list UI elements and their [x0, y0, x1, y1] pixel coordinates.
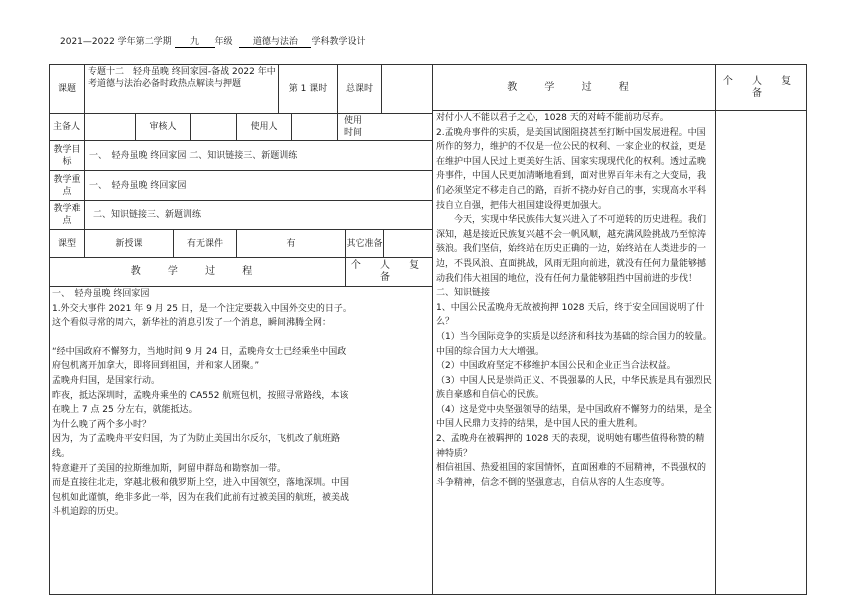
right-paragraph: （1）当今国际竞争的实质是以经济和科技为基础的综合国力的较量。中国的综合国力大大增强。	[436, 331, 712, 357]
courseware-label: 有无课件	[186, 238, 223, 249]
use-time-label: 使用时间	[343, 116, 362, 138]
total-hours-value	[382, 65, 432, 113]
right-paragraph: 相信祖国、热爱祖国的家国情怀，直面困难的不屈精神，不畏强权的斗争精神，信念不倒的坚强意志，自信从容的人生态度等。	[436, 463, 707, 488]
process-header: 教 学 过 程	[130, 266, 265, 277]
left-body	[52, 287, 354, 593]
other-prep-label: 其它准备	[346, 238, 383, 249]
left-paragraph: 为什么晚了两个多小时？	[52, 419, 152, 430]
right-paragraph: 2、孟晚舟在被羁押的 1028 天的表现，说明她有哪些值得称赞的精神特质？	[436, 434, 705, 459]
right-body	[436, 111, 712, 593]
other-prep-value	[384, 230, 432, 257]
topic-label: 课题	[57, 84, 76, 94]
difficulty-label: 教学难点	[53, 204, 81, 226]
left-paragraph: 而是直接往北走，穿越北极和俄罗斯上空，进入中国领空，落地深圳。中国包机如此谨慎，绝非多此一举，因为在我们此前有过被美国的航班，被美战斗机追踪的历史。	[52, 478, 350, 518]
use-time-value	[367, 114, 432, 140]
left-paragraph: 昨夜，抵达深圳时，孟晚舟乘坐的 CA552 航班包机，按照寻常路线，本该在晚上 7 点 25 分左右，就能抵达。	[52, 390, 349, 416]
key-label: 教学重点	[53, 174, 81, 197]
grade-label: 年级	[214, 37, 233, 47]
left-paragraph: 特意避开了美国的拉斯维加斯，阿留申群岛和勘察加一带。	[52, 463, 287, 474]
topic-value: 专题十二 轻舟虽晚 终回家园-备战 2022 年中考道德与法治必备时政热点解读与押题	[88, 67, 276, 89]
reviewer-value	[191, 114, 236, 140]
right-paragraph: 2.孟晚舟事件的实质，是美国试图阻挠甚至打断中国发展进程。中国所作的努力，维护的不仅是一位公民的权利、一家企业的权益，更是在维护中国人民过上更美好生活、国家实现现代化的权利。透过孟晚舟事件，中国人民更加清晰地看到，面对世界百年未有之大变局，我们必须坚定不移走自己的路，百折不挠办好自己的事，实现高水平科技自立自强，把伟大祖国建设得更加强大。	[436, 127, 707, 211]
lesson-count: 第 1 课时	[288, 84, 328, 94]
lesson-type-value: 新授课	[115, 238, 143, 249]
lesson-type-label: 课型	[57, 238, 76, 249]
right-paragraph: （4）这是党中央坚强领导的结果，是中国政府不懈努力的结果，是全中国人民鼎力支持的结果，是中国人民的重大胜利。	[436, 404, 712, 430]
grade-value: 九	[175, 34, 215, 48]
key-value: 一、 轻舟虽晚 终回家园	[89, 180, 187, 191]
left-paragraph: 1.外交大事件 2021 年 9 月 25 日，是一个注定要载入中国外交史的日子。这个看似寻常的周六，新华社的消息引发了一个消息，瞬间沸腾全网：	[52, 303, 352, 329]
reviewer-label: 审核人	[149, 122, 177, 132]
document-header	[60, 34, 365, 48]
right-paragraph: 1、中国公民孟晚舟无故被拘押 1028 天后，终于安全回国说明了什么？	[436, 302, 705, 328]
right-paragraph: （2）中国政府坚定不移维护本国公民和企业正当合法权益。	[436, 361, 676, 372]
total-hours-label: 总课时	[345, 84, 373, 94]
main-preparer-value	[85, 114, 135, 140]
term-text: 2021—2022 学年第二学期	[60, 37, 172, 47]
right-paragraph: 对付小人不能以君子之心，1028 天的对峙不能前功尽弃。	[436, 113, 669, 123]
right-paragraph: 今天，实现中华民族伟大复兴进入了不可逆转的历史进程。我们深知，越是接近民族复兴越不会一帆风顺，越充满风险挑战乃至惊涛骇浪。我们坚信，始终站在历史正确的一边，始终站在人类进步的一边，不畏风浪、直面挑战，风雨无阻向前进，就没有任何力量能够撼动我们伟大祖国的地位，没有任何力量能够阻挡中国前进的步伐！	[436, 215, 707, 284]
right-personal-review-header: 个 人 复 备	[722, 75, 800, 99]
header-suffix: 学科教学设计	[311, 37, 366, 47]
personal-review-header: 个 人 复 备	[350, 260, 428, 283]
difficulty-value: 二、知识链接三、新题训练	[93, 210, 202, 220]
left-paragraph: “经中国政府不懈努力，当地时间 9 月 24 日，孟晚舟女士已经乘坐中国政府包机离开加拿大，即将回到祖国，并和家人团聚。”	[52, 346, 347, 372]
right-paragraph: （3）中国人民是崇尚正义、不畏强暴的人民，中华民族是具有强烈民族自豪感和自信心的民族。	[436, 375, 712, 401]
user-label: 使用人	[250, 122, 278, 132]
user-value	[292, 114, 337, 140]
right-paragraph: 二、知识链接	[436, 288, 491, 299]
subject-value: 道德与法治	[239, 34, 311, 48]
right-process-header: 教 学 过 程	[507, 81, 641, 93]
courseware-value: 有	[286, 238, 296, 249]
goal-label: 教学目标	[53, 144, 81, 167]
main-preparer-label: 主备人	[53, 122, 81, 132]
goal-value: 一、 轻舟虽晚 终回家园 二、知识链接三、新题训练	[89, 150, 298, 161]
left-paragraph: 一、 轻舟虽晚 终回家园	[52, 289, 150, 299]
left-paragraph: 孟晚舟归国，是国家行动。	[52, 375, 161, 386]
left-paragraph: 因为，为了孟晚舟平安归国，为了为防止美国出尔反尔，飞机改了航班路线。	[52, 434, 341, 459]
